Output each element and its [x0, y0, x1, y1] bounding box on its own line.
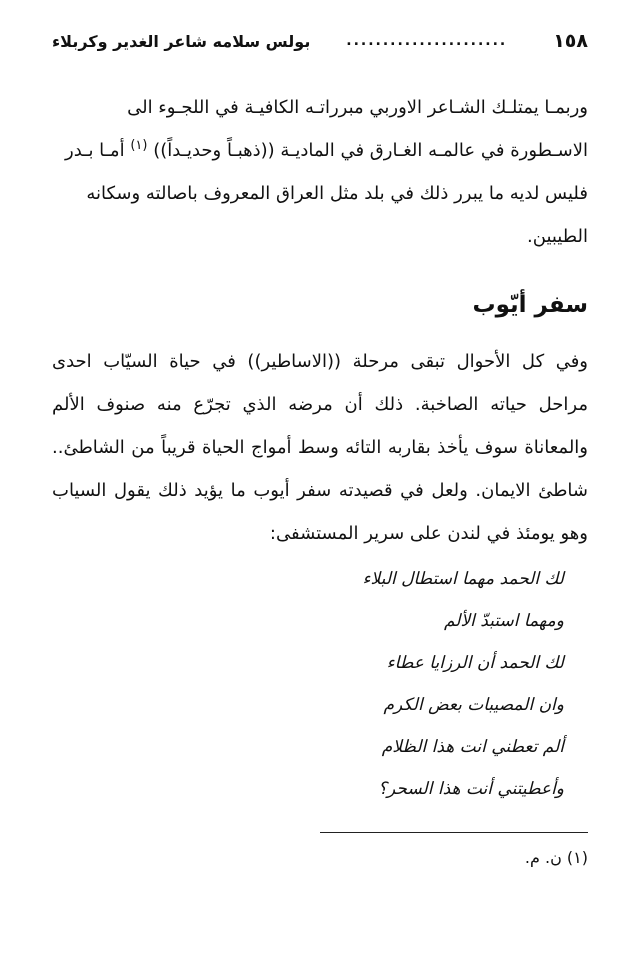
paragraph-2: وفي كل الأحوال تبقى مرحلة ((الاساطير)) في حياة السيّاب احدى مراحل حياته الصاخبة. ذلك أن مرضه الذي تجرّع منه صنوف الألم والمعاناة سوف يأخذ بقاربه التائه وسط أمواج الحياة قريباً من الشاطئ.. شاطئ الايمان. ولعل في قصيدته سفر أيوب ما يؤيد ذلك يقول السياب وهو يومئذ في لندن على سرير المستشفى:: [52, 351, 588, 544]
paragraph-1: [52, 86, 588, 258]
paragraph-1-line-2-tail: أمـا بـدر: [65, 140, 125, 161]
poem-line-2: ومهما استبدّ الألم: [443, 611, 564, 631]
paragraph-1-line-1: وربمـا يمتلـك الشـاعر الاوربي مبرراتـه الكافيـة في اللجـوء الى: [127, 97, 588, 118]
running-title: بولس سلامه شاعر الغدير وكربلاء: [52, 31, 311, 51]
footnote-reference: (١): [130, 138, 148, 153]
footnote-divider: [320, 832, 588, 833]
paragraph-1-line-3: فليس لديه ما يبرر ذلك في بلد مثل العراق المعروف باصالته وسكانه: [86, 183, 588, 204]
poem: [52, 558, 564, 810]
paragraph-1-line-2-text: الاسـطورة في عالمـه الغـارق في الماديـة ((ذهبـاً وحديـداً)): [153, 140, 588, 161]
poem-line-1: لك الحمد مهما استطال البلاء: [362, 569, 564, 589]
poem-line-3: لك الحمد أن الرزايا عطاء: [386, 653, 564, 673]
paragraph-1-line-2: [52, 129, 588, 172]
section-title: سفر أيّوب: [472, 292, 588, 318]
page-header: [52, 26, 588, 56]
page-number: ١٥٨: [553, 30, 588, 52]
header-leader-dots: ......................: [346, 33, 508, 49]
paragraph-1-line-4: الطيبين.: [527, 226, 588, 247]
poem-line-6: وأعطيتني أنت هذا السحر؟: [378, 779, 564, 799]
poem-line-5: ألم تعطني انت هذا الظلام: [381, 737, 564, 757]
poem-line-4: وان المصيبات بعض الكرم: [383, 695, 564, 715]
footnote: (١) ن. م.: [524, 848, 588, 867]
